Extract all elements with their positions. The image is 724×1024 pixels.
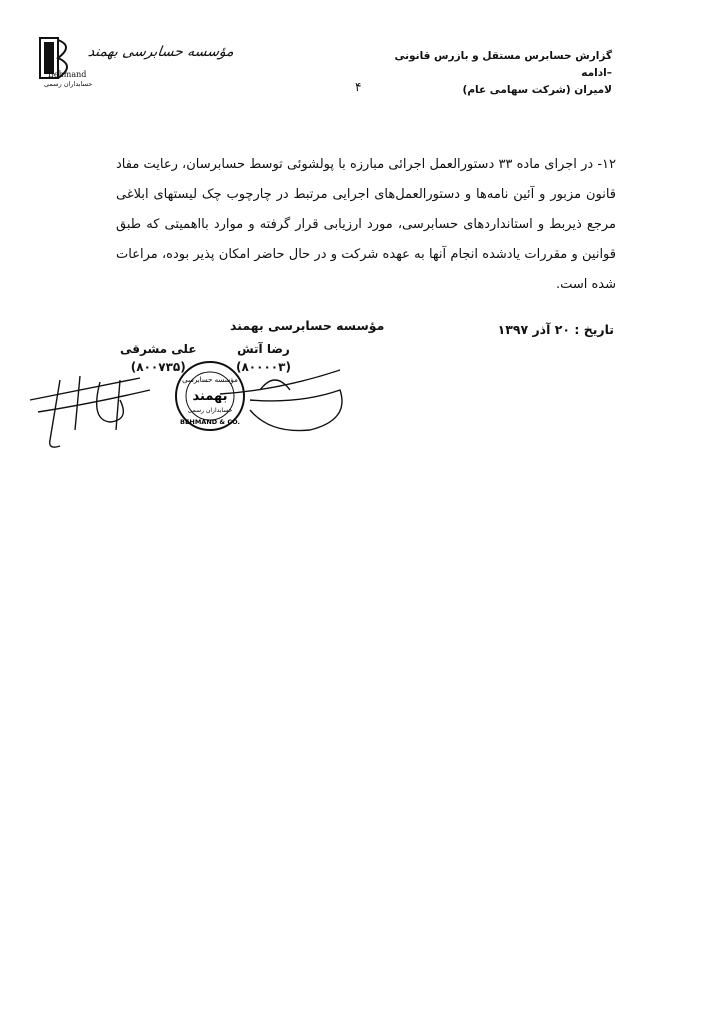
signature-left-icon [30,376,150,447]
stamp-top-text: مؤسسه حسابرسی [182,376,238,384]
signatures-and-stamp [20,360,360,460]
report-header [392,48,612,99]
firm-logo [30,36,235,92]
stamp-center-text: بهمند [192,389,228,404]
company-name: لامیران (شرکت سهامی عام) [462,84,612,96]
auditor-id: (۸۰۰۷۳۵) [130,360,186,374]
company-stamp [176,362,244,430]
logo-latin-name: Behmand [48,70,87,79]
auditor-id: (۸۰۰۰۰۳) [236,360,291,374]
page-number: ۴ [355,80,362,94]
auditor-name: علی مشرقی [120,342,197,356]
stamp-sub-text: حسابداران رسمی [187,407,233,414]
stamp-latin-text: BEHMAND & CO. [180,418,240,426]
firm-name: مؤسسه حسابرسی بهمند [230,318,385,333]
auditor-name: رضا آتش [237,342,290,356]
logo-script-name: مؤسسه حسابرسی بهمند [86,44,235,60]
paragraph-12: ۱۲- در اجرای ماده ۳۳ دستورالعمل اجرائی مبارزه با پولشوئی توسط حسابرسان، رعایت مفاد قانون مزبور و آئین نامه‌ها و دستورالعمل‌های اجرایی مرتبط در چارچوب چک لیستهای ابلاغی مرجع ذیربط و استانداردهای حسابرسی، مورد ارزیابی قرار گرفته و موارد بااهمیتی که طبق قوانین و مقررات یادشده انجام آنها به عهده شرکت و در حال حاضر امکان پذیر بوده، مراعات شده است. [116,157,617,292]
report-date: تاریخ : ۲۰ آذر ۱۳۹۷ [497,322,614,337]
logo-subtitle: حسابداران رسمی [44,80,93,88]
report-title: گزارش حسابرس مستقل و بازرس قانونی –ادامه [394,50,612,79]
